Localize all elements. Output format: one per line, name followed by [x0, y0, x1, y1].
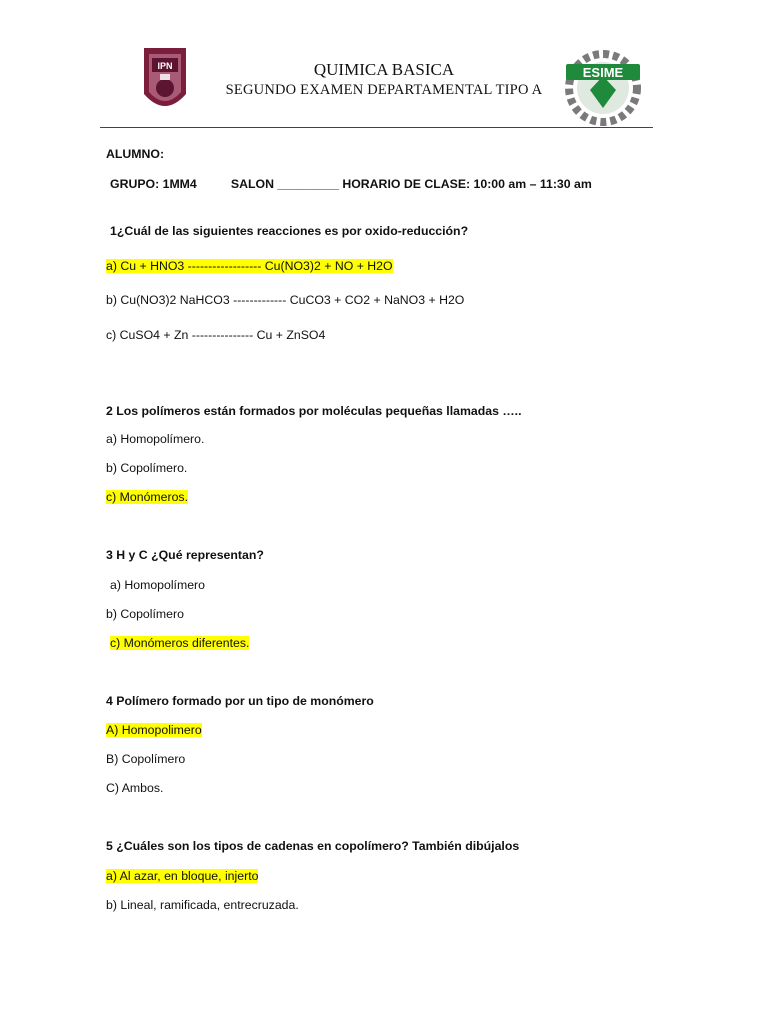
question-3-option-a: a) Homopolímero [110, 578, 205, 592]
question-1-option-c: c) CuSO4 + Zn --------------- Cu + ZnSO4 [106, 328, 326, 342]
group-info: GRUPO: 1MM4 SALON _________ HORARIO DE CLASE: 10:00 am – 11:30 am [110, 177, 592, 191]
question-1-option-b: b) Cu(NO3)2 NaHCO3 ------------- CuCO3 + CO2 + NaNO3 + H2O [106, 293, 465, 307]
question-3: 3 H y C ¿Qué representan? [106, 548, 264, 562]
question-2-option-c: c) Monómeros. [106, 490, 189, 504]
student-field: ALUMNO: [106, 147, 165, 161]
question-4-option-c: C) Ambos. [106, 781, 164, 795]
header-divider [100, 127, 653, 128]
ipn-logo [138, 44, 192, 118]
question-5: 5 ¿Cuáles son los tipos de cadenas en copolímero? También dibújalos [106, 839, 520, 853]
question-2-option-a: a) Homopolímero. [106, 432, 205, 446]
question-2-option-b: b) Copolímero. [106, 461, 188, 475]
esime-logo [560, 46, 646, 126]
question-4-option-b: B) Copolímero [106, 752, 186, 766]
document-header [0, 0, 768, 130]
question-4: 4 Polímero formado por un tipo de monómero [106, 694, 374, 708]
exam-subtitle: SEGUNDO EXAMEN DEPARTAMENTAL TIPO A [225, 82, 543, 98]
question-1-option-a: a) Cu + HNO3 ------------------ Cu(NO3)2 + NO + H2O [106, 259, 393, 273]
svg-text:ESIME: ESIME [582, 65, 624, 80]
question-5-option-b: b) Lineal, ramificada, entrecruzada. [106, 898, 299, 912]
question-4-option-a: A) Homopolimero [106, 723, 202, 737]
question-5-option-a: a) Al azar, en bloque, injerto [106, 869, 259, 883]
exam-title: QUIMICA BASICA [313, 60, 455, 79]
question-1: 1¿Cuál de las siguientes reacciones es por oxido-reducción? [110, 224, 469, 238]
question-3-option-b: b) Copolímero [106, 607, 184, 621]
question-2: 2 Los polímeros están formados por moléculas pequeñas llamadas ….. [106, 404, 522, 418]
question-3-option-c: c) Monómeros diferentes. [110, 636, 250, 650]
svg-text:IPN: IPN [157, 61, 173, 71]
